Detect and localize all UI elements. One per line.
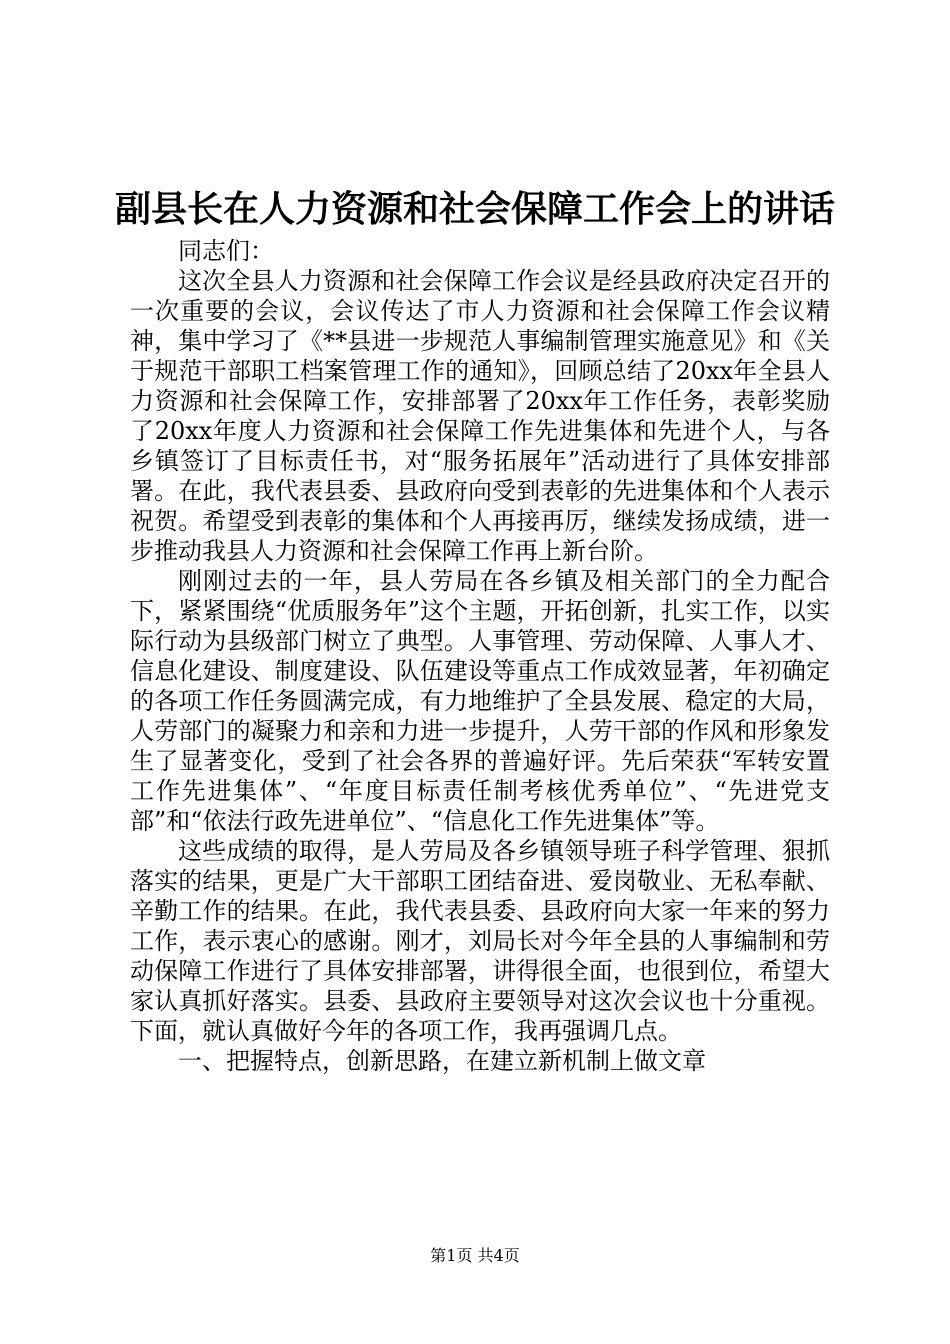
greeting: 同志们： [178, 237, 274, 265]
paragraph-3: 这些成绩的取得，是人劳局及各乡镇领导班子科学管理、狠抓落实的结果，更是广大干部职工团结奋进、爱岗敬业、无私奉献、辛勤工作的结果。在此，我代表县委、县政府向大家一年来的努力工作，表示衷心的感谢。刚才，刘局长对今年全县的人事编制和劳动保障工作进行了具体安排部署，讲得很全面，也很到位，希望大家认真抓好落实。县委、县政府主要领导对这次会议也十分重视。下面，就认真做好今年的各项工作，我再强调几点。 [130, 837, 830, 1045]
document-body [130, 236, 830, 1076]
paragraph-1: 这次全县人力资源和社会保障工作会议是经县政府决定召开的一次重要的会议，会议传达了市人力资源和社会保障工作会议精神，集中学习了《**县进一步规范人事编制管理实施意见》和《关于规范干部职工档案管理工作的通知》，回顾总结了20xx年全县人力资源和社会保障工作，安排部署了20xx年工作任务，表彰奖励了20xx年度人力资源和社会保障工作先进集体和先进个人，与各乡镇签订了目标责任书，对“服务拓展年”活动进行了具体安排部署。在此，我代表县委、县政府向受到表彰的先进集体和个人表示祝贺。希望受到表彰的集体和个人再接再厉，继续发扬成绩，进一步推动我县人力资源和社会保障工作再上新台阶。 [130, 267, 830, 565]
page-footer: 第1页 共4页 [430, 1246, 520, 1265]
paragraph-2: 刚刚过去的一年，县人劳局在各乡镇及相关部门的全力配合下，紧紧围绕“优质服务年”这个主题，开拓创新，扎实工作，以实际行动为县级部门树立了典型。人事管理、劳动保障、人事人才、信息化建设、制度建设、队伍建设等重点工作成效显著，年初确定的各项工作任务圆满完成，有力地维护了全县发展、稳定的大局，人劳部门的凝聚力和亲和力进一步提升，人劳干部的作风和形象发生了显著变化，受到了社会各界的普遍好评。先后荣获“军转安置工作先进集体”、“年度目标责任制考核优秀单位”、“先进党支部”和“依法行政先进单位”、“信息化工作先进集体”等。 [130, 567, 830, 835]
document-title: 副县长在人力资源和社会保障工作会上的讲话 [114, 188, 835, 230]
section-heading-1: 一、把握特点，创新思路，在建立新机制上做文章 [178, 1047, 706, 1075]
